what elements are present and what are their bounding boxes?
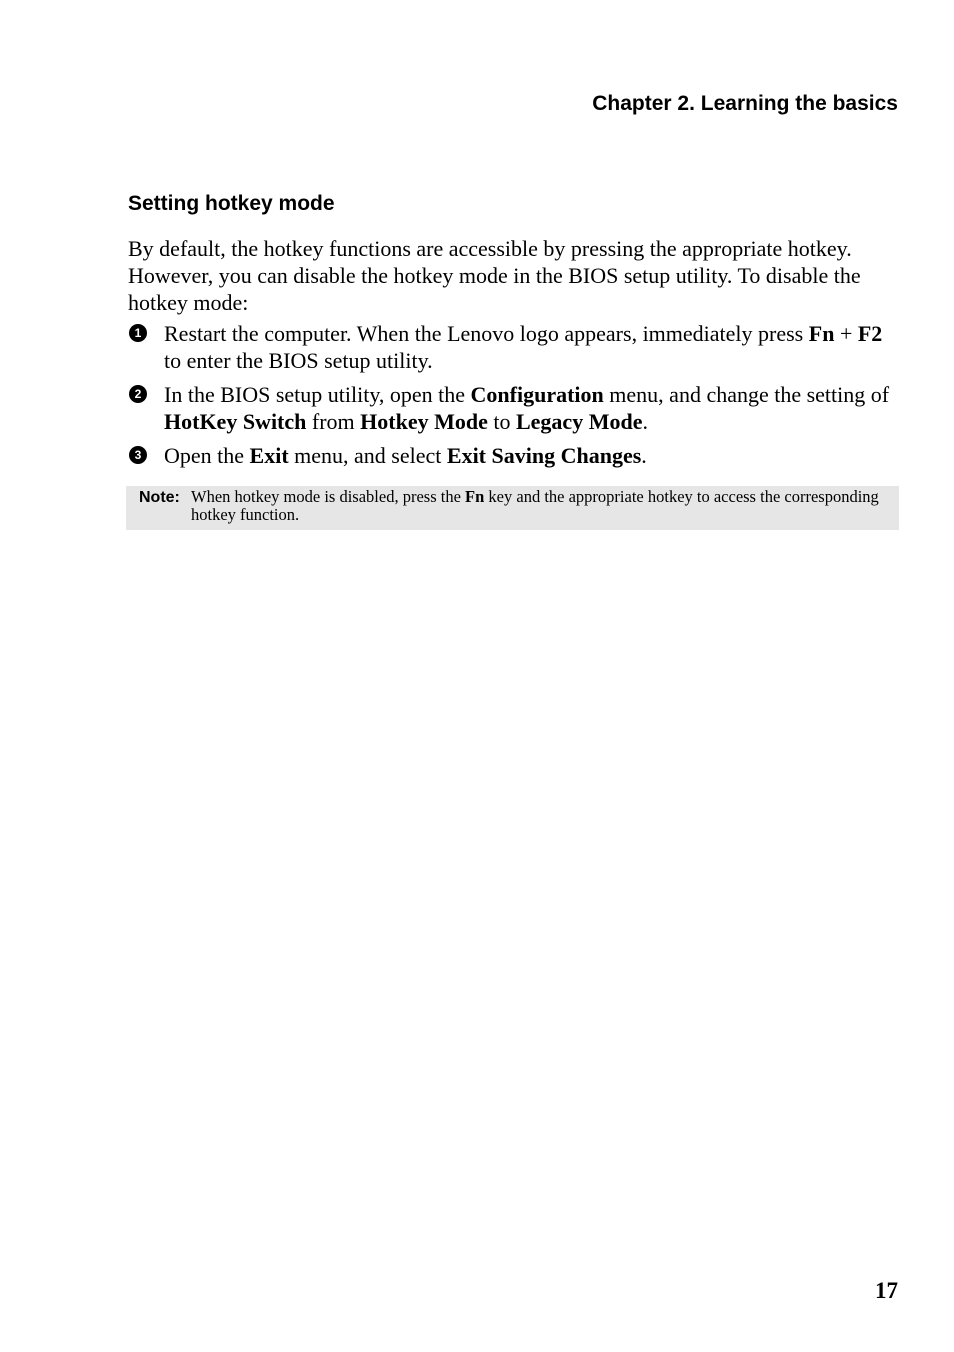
option-label: Exit Saving Changes [446,443,642,468]
step-item [128,320,898,374]
setting-label: HotKey Switch [164,409,307,434]
step-text: . [642,409,648,434]
step-text: . [641,443,647,468]
intro-paragraph: By default, the hotkey functions are accessible by pressing the appropriate hotkey. However, you can disable the hotkey mode in the BIOS setup utility. To disable the hotkey mode: [128,236,861,315]
step-item [128,381,898,435]
step-number-badge: 2 [129,385,147,403]
step-list [128,320,898,469]
step-text: + [834,321,858,346]
step-text: to [487,409,516,434]
note-text-part: key and the appropriate hotkey to access the corresponding hotkey function. [191,487,879,524]
section-title: Setting hotkey mode [128,192,335,215]
note-box [126,486,899,530]
step-text: In the BIOS setup utility, open the [164,382,471,407]
step-text: to enter the BIOS setup utility. [164,348,433,373]
menu-label: Exit [249,443,289,468]
option-label: Legacy Mode [515,409,643,434]
step-text: Restart the computer. When the Lenovo logo appears, immediately press [164,321,809,346]
step-item [128,442,898,469]
step-number-badge: 3 [129,446,147,464]
note-label: Note: [139,489,180,506]
chapter-header: Chapter 2. Learning the basics [592,92,898,115]
menu-label: Configuration [470,382,604,407]
step-text: from [306,409,361,434]
option-label: Hotkey Mode [360,409,488,434]
key-label: Fn [808,321,835,346]
step-text: menu, and select [288,443,447,468]
key-label: Fn [465,487,485,506]
step-text: menu, and change the setting of [603,382,890,407]
note-text-part: When hotkey mode is disabled, press the [191,487,466,506]
step-number-badge: 1 [129,324,147,342]
key-label: F2 [857,321,883,346]
step-text: Open the [164,443,250,468]
page-number: 17 [875,1278,898,1303]
note-text [191,488,891,524]
